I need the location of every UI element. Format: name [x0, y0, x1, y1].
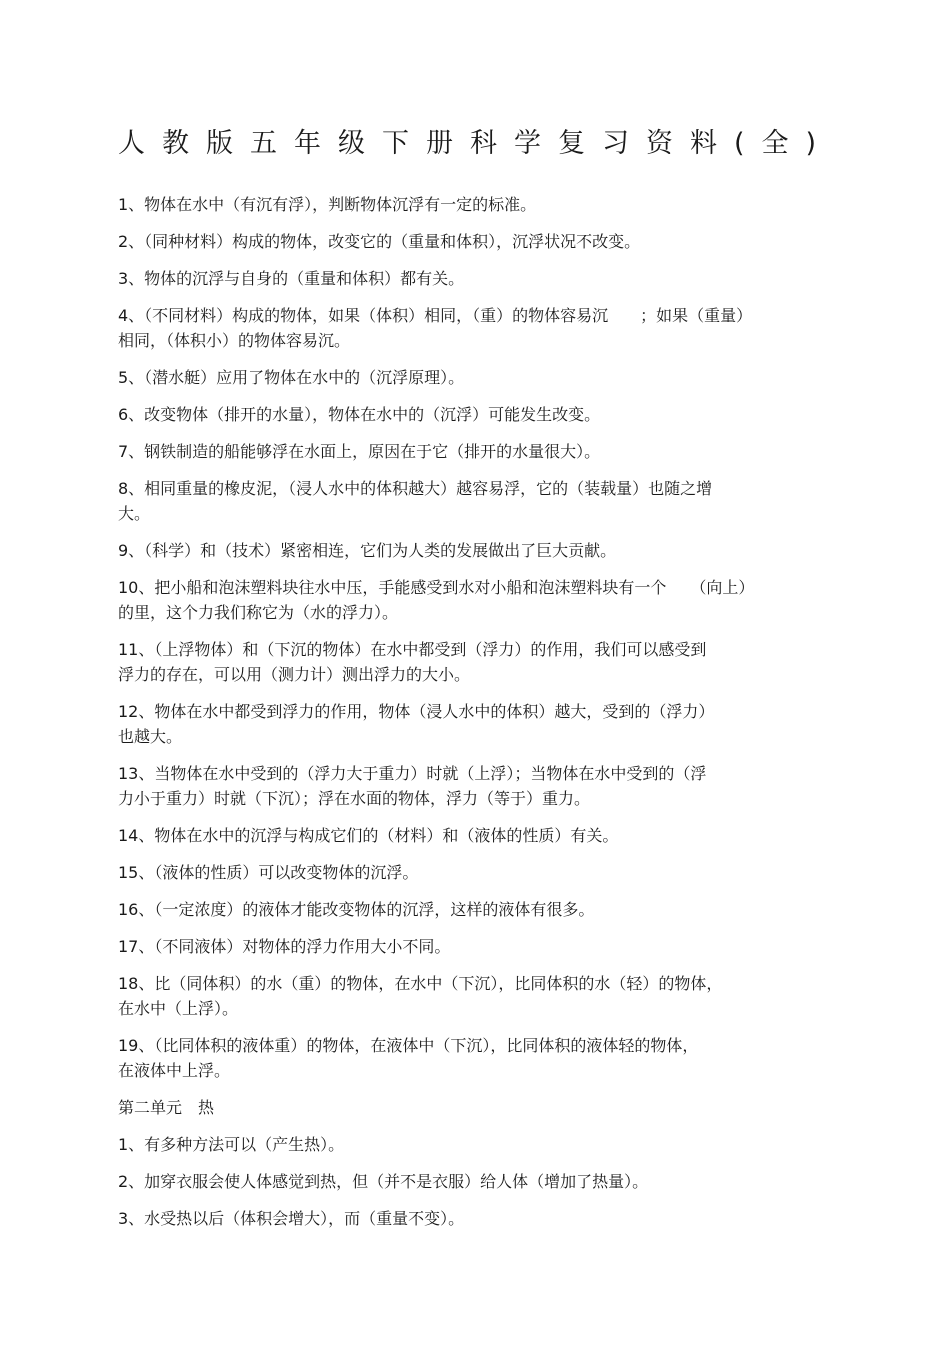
item-text-line: 15、（液体的性质）可以改变物体的沉浮。	[118, 863, 419, 882]
list-item	[118, 1033, 830, 1083]
list-item	[118, 402, 830, 427]
list-item	[118, 439, 830, 464]
item-text-line: 14、物体在水中的沉浮与构成它们的（材料）和（液体的性质）有关。	[118, 826, 619, 845]
list-item	[118, 575, 830, 625]
list-item	[118, 303, 830, 353]
item-text-line: 13、当物体在水中受到的（浮力大于重力）时就（上浮）；当物体在水中受到的（浮	[118, 764, 707, 783]
item-text-line: 在水中（上浮）。	[118, 999, 239, 1018]
item-text-line: 1、有多种方法可以（产生热）。	[118, 1135, 345, 1154]
item-text-line: 16、（一定浓度）的液体才能改变物体的沉浮，这样的液体有很多。	[118, 900, 595, 919]
list-item	[118, 860, 830, 885]
list-item	[118, 637, 830, 687]
item-text-line: 9、（科学）和（技术）紧密相连，它们为人类的发展做出了巨大贡献。	[118, 541, 617, 560]
item-text-line: 2、（同种材料）构成的物体，改变它的（重量和体积），沉浮状况不改变。	[118, 232, 641, 251]
list-item	[118, 897, 830, 922]
list-item	[118, 1132, 830, 1157]
content-list	[118, 192, 830, 1243]
list-item	[118, 1095, 830, 1120]
item-text-line: 也越大。	[118, 727, 183, 746]
item-text-line: 19、（比同体积的液体重）的物体，在液体中（下沉），比同体积的液体轻的物体，	[118, 1036, 699, 1055]
list-item	[118, 365, 830, 390]
list-item	[118, 823, 830, 848]
item-text-line: 浮力的存在，可以用（测力计）测出浮力的大小。	[118, 665, 471, 684]
item-text-line: 7、钢铁制造的船能够浮在水面上，原因在于它（排开的水量很大）。	[118, 442, 601, 461]
item-text-line: 1、物体在水中（有沉有浮），判断物体沉浮有一定的标准。	[118, 195, 537, 214]
item-text-line: 5、（潜水艇）应用了物体在水中的（沉浮原理）。	[118, 368, 465, 387]
list-item	[118, 538, 830, 563]
list-item	[118, 476, 830, 526]
item-text-line: 8、相同重量的橡皮泥，（浸人水中的体积越大）越容易浮，它的（装载量）也随之增	[118, 479, 713, 498]
page-title: 人教版五年级下册科学复习资料(全)	[118, 128, 834, 159]
list-item	[118, 1206, 830, 1231]
list-item	[118, 761, 830, 811]
item-text-line: 大。	[118, 504, 151, 523]
item-text-line: 3、水受热以后（体积会增大），而（重量不变）。	[118, 1209, 465, 1228]
item-text-line: 6、改变物体（排开的水量），物体在水中的（沉浮）可能发生改变。	[118, 405, 601, 424]
list-item	[118, 971, 830, 1021]
list-item	[118, 266, 830, 291]
item-text-line: 4、（不同材料）构成的物体，如果（体积）相同，（重）的物体容易沉 ；如果（重量）	[118, 306, 753, 325]
item-text-line: 3、物体的沉浮与自身的（重量和体积）都有关。	[118, 269, 465, 288]
list-item	[118, 1169, 830, 1194]
list-item	[118, 192, 830, 217]
item-text-line: 力小于重力）时就（下沉）；浮在水面的物体，浮力（等于）重力。	[118, 789, 591, 808]
item-text-line: 的里，这个力我们称它为（水的浮力）。	[118, 603, 399, 622]
item-text-line: 10、把小船和泡沫塑料块往水中压，手能感受到水对小船和泡沫塑料块有一个 （向上）	[118, 578, 755, 597]
list-item	[118, 934, 830, 959]
list-item	[118, 699, 830, 749]
item-text-line: 第二单元 热	[118, 1098, 215, 1117]
item-text-line: 18、比（同体积）的水（重）的物体，在水中（下沉），比同体积的水（轻）的物体，	[118, 974, 723, 993]
item-text-line: 相同，（体积小）的物体容易沉。	[118, 331, 351, 350]
item-text-line: 12、物体在水中都受到浮力的作用，物体（浸人水中的体积）越大，受到的（浮力）	[118, 702, 715, 721]
item-text-line: 在液体中上浮。	[118, 1061, 231, 1080]
item-text-line: 11、（上浮物体）和（下沉的物体）在水中都受到（浮力）的作用，我们可以感受到	[118, 640, 707, 659]
item-text-line: 17、（不同液体）对物体的浮力作用大小不同。	[118, 937, 451, 956]
item-text-line: 2、加穿衣服会使人体感觉到热，但（并不是衣服）给人体（增加了热量）。	[118, 1172, 649, 1191]
list-item	[118, 229, 830, 254]
